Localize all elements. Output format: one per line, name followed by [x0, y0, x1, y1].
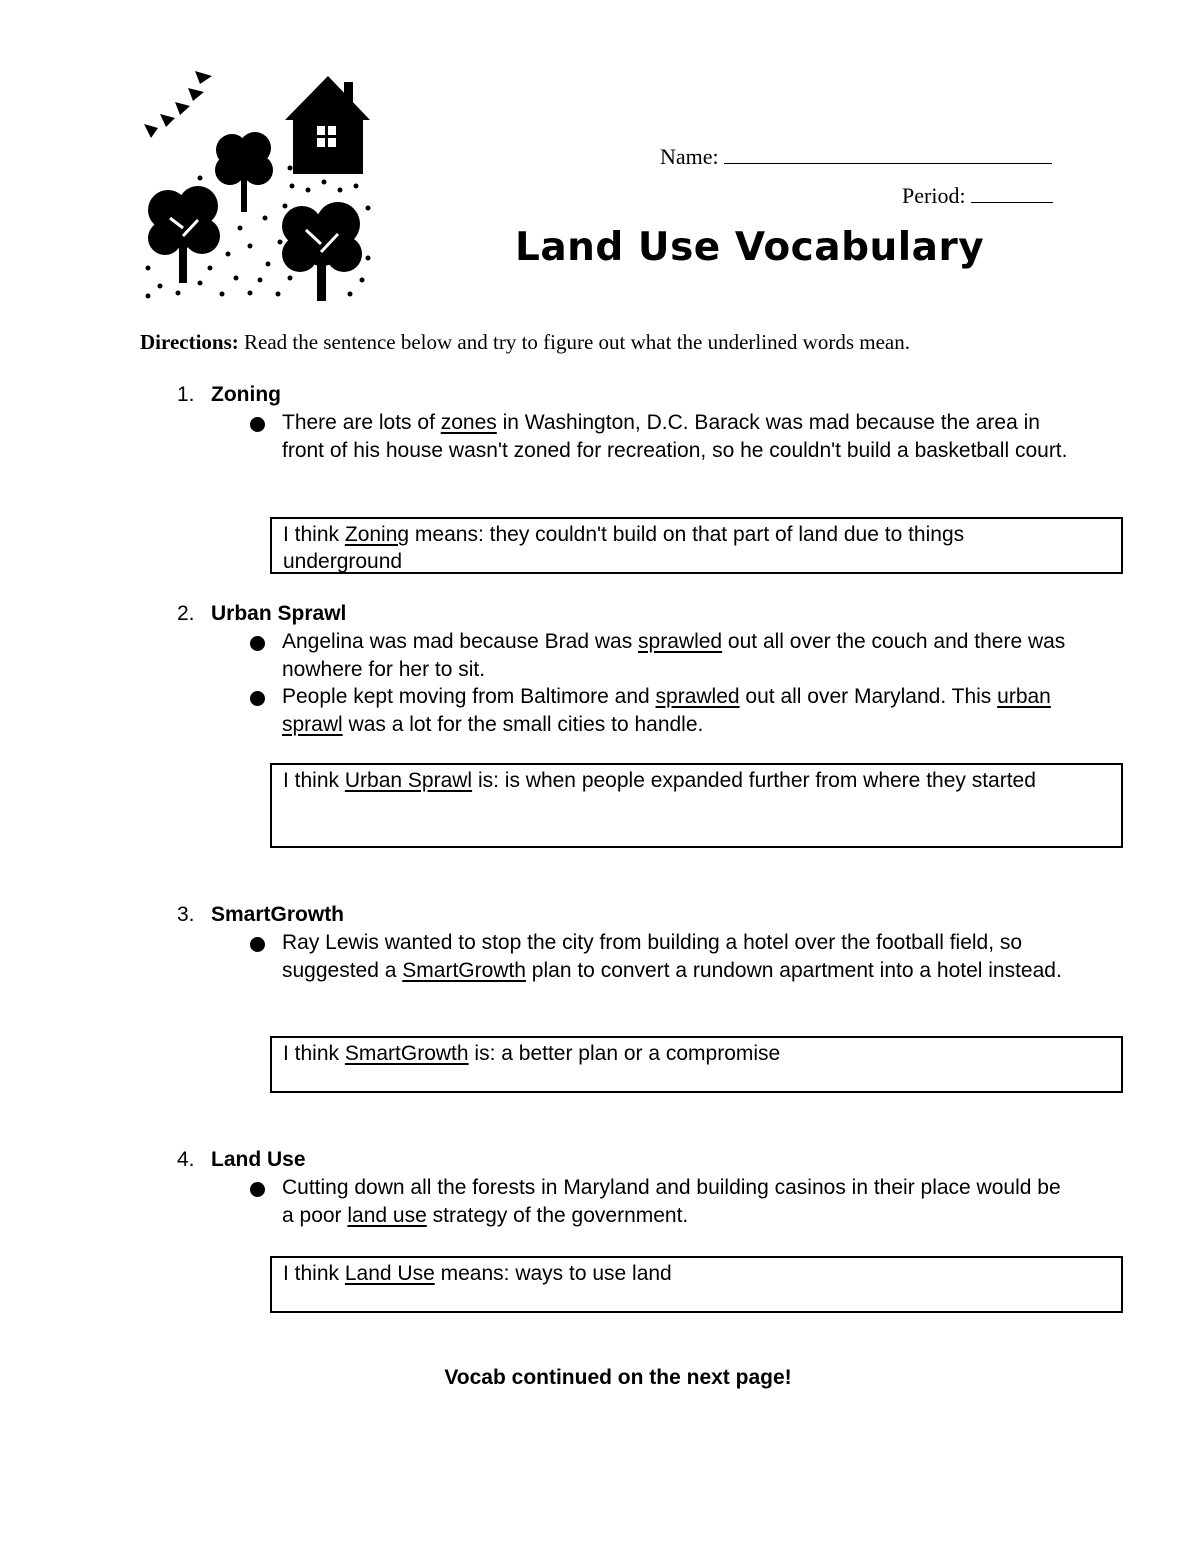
- answer-text: I think Zoning means: they couldn't build on that part of land due to things underground: [283, 523, 965, 573]
- answer-box[interactable]: [270, 517, 1123, 574]
- name-label: Name:: [660, 144, 719, 169]
- example-sentence: Cutting down all the forests in Maryland and building casinos in their place would be a poor land use strategy of the government.: [282, 1176, 1061, 1227]
- footer-note: Vocab continued on the next page!: [444, 1366, 792, 1389]
- example-sentence: Ray Lewis wanted to stop the city from building a hotel over the football field, so suggested a SmartGrowth plan to convert a rundown apartment into a hotel instead.: [282, 931, 1062, 982]
- period-blank[interactable]: [971, 182, 1053, 203]
- bullet-icon: [250, 691, 265, 706]
- example-sentence: People kept moving from Baltimore and sprawled out all over Maryland. This urban sprawl was a lot for the small cities to handle.: [282, 685, 1051, 736]
- item-heading: Zoning: [211, 383, 281, 406]
- item-number: 1.: [177, 383, 195, 406]
- item-number: 2.: [177, 602, 195, 625]
- answer-box[interactable]: [270, 763, 1123, 848]
- answer-text: I think Land Use means: ways to use land: [283, 1262, 672, 1285]
- item-heading: Urban Sprawl: [211, 602, 347, 625]
- name-blank[interactable]: [724, 143, 1052, 164]
- page-title: Land Use Vocabulary: [515, 225, 985, 270]
- directions-label: Directions:: [140, 330, 239, 354]
- item-heading: SmartGrowth: [211, 903, 345, 926]
- item-number: 4.: [177, 1148, 195, 1171]
- bullet-icon: [250, 937, 265, 952]
- example-sentence: Angelina was mad because Brad was sprawled out all over the couch and there was nowhere for her to sit.: [282, 630, 1066, 681]
- bullet-icon: [250, 417, 265, 432]
- directions: [140, 330, 910, 355]
- item-heading: Land Use: [211, 1148, 306, 1171]
- neighborhood-clipart: [140, 68, 375, 303]
- bullet-icon: [250, 1182, 265, 1197]
- answer-box[interactable]: [270, 1256, 1123, 1313]
- name-field[interactable]: [660, 143, 1052, 170]
- tree-icon: [282, 202, 362, 301]
- pennant-flags-icon: [144, 71, 212, 138]
- answer-text: I think SmartGrowth is: a better plan or a compromise: [283, 1042, 781, 1065]
- house-icon: [285, 76, 370, 174]
- period-label: Period:: [902, 183, 966, 208]
- example-sentence: There are lots of zones in Washington, D.C. Barack was mad because the area in front of his house wasn't zoned for recreation, so he couldn't build a basketball court.: [282, 411, 1068, 462]
- answer-box[interactable]: [270, 1036, 1123, 1093]
- directions-text: Read the sentence below and try to figure out what the underlined words mean.: [244, 330, 910, 354]
- answer-text: I think Urban Sprawl is: is when people expanded further from where they started: [283, 769, 1036, 792]
- item-number: 3.: [177, 903, 195, 926]
- tree-icon: [215, 132, 273, 212]
- bullet-icon: [250, 636, 265, 651]
- period-field[interactable]: [902, 182, 1053, 209]
